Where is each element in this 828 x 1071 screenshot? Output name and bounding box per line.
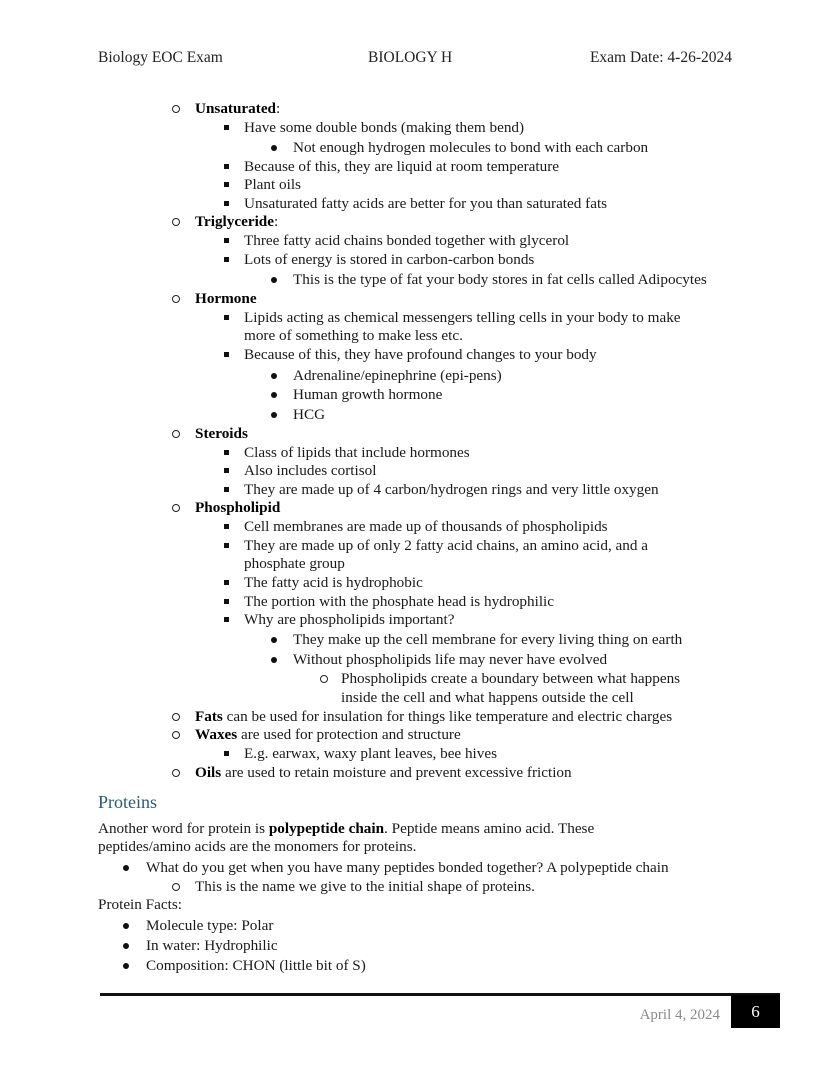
dot-bullet-icon bbox=[123, 858, 129, 877]
list-item-continuation: phosphate group bbox=[244, 555, 345, 572]
dot-bullet-icon bbox=[271, 270, 277, 289]
square-bullet-icon bbox=[224, 194, 229, 213]
term-triglyceride: Triglyceride: bbox=[195, 213, 279, 230]
square-bullet-icon bbox=[224, 536, 229, 555]
section-title-proteins: Proteins bbox=[98, 792, 158, 812]
square-bullet-icon bbox=[224, 573, 229, 592]
list-item: Three fatty acid chains bonded together with glycerol bbox=[244, 232, 570, 249]
list-item: They make up the cell membrane for every living thing on earth bbox=[293, 631, 683, 648]
dot-bullet-icon bbox=[271, 138, 277, 157]
term-hormone: Hormone bbox=[195, 290, 257, 307]
square-bullet-icon bbox=[224, 461, 229, 480]
square-bullet-icon bbox=[224, 610, 229, 629]
list-item: Molecule type: Polar bbox=[146, 917, 274, 934]
list-item: Adrenaline/epinephrine (epi-pens) bbox=[293, 367, 502, 384]
dot-bullet-icon bbox=[271, 630, 277, 649]
list-item: Class of lipids that include hormones bbox=[244, 444, 470, 461]
circle-bullet-icon bbox=[172, 99, 180, 118]
term-phospholipid: Phospholipid bbox=[195, 499, 281, 516]
square-bullet-icon bbox=[224, 480, 229, 499]
list-item: Also includes cortisol bbox=[244, 462, 377, 479]
dot-bullet-icon bbox=[271, 385, 277, 404]
list-item: In water: Hydrophilic bbox=[146, 937, 278, 954]
list-item: Plant oils bbox=[244, 176, 301, 193]
circle-bullet-icon bbox=[172, 725, 180, 744]
list-item: Lipids acting as chemical messengers telling cells in your body to make bbox=[244, 309, 681, 326]
square-bullet-icon bbox=[224, 443, 229, 462]
list-item: Because of this, they have profound changes to your body bbox=[244, 346, 597, 363]
fats-item: Fats can be used for insulation for things like temperature and electric charges bbox=[195, 708, 673, 725]
list-item: Have some double bonds (making them bend) bbox=[244, 119, 525, 136]
list-item: Unsaturated fatty acids are better for you than saturated fats bbox=[244, 195, 608, 212]
header-left: Biology EOC Exam bbox=[98, 49, 223, 66]
dot-bullet-icon bbox=[271, 405, 277, 424]
term-unsaturated: Unsaturated: bbox=[195, 100, 281, 117]
square-bullet-icon bbox=[224, 345, 229, 364]
list-item: Phospholipids create a boundary between what happens bbox=[341, 670, 681, 687]
circle-bullet-icon bbox=[172, 498, 180, 517]
list-item: Why are phospholipids important? bbox=[244, 611, 455, 628]
oils-item: Oils are used to retain moisture and prevent excessive friction bbox=[195, 764, 572, 781]
header-center: BIOLOGY H bbox=[368, 49, 453, 66]
header-right: Exam Date: 4-26-2024 bbox=[589, 49, 732, 66]
list-item: HCG bbox=[293, 406, 326, 423]
square-bullet-icon bbox=[224, 517, 229, 536]
list-item: Composition: CHON (little bit of S) bbox=[146, 957, 366, 974]
circle-bullet-icon bbox=[320, 669, 328, 688]
list-item: Because of this, they are liquid at room temperature bbox=[244, 158, 560, 175]
square-bullet-icon bbox=[224, 175, 229, 194]
list-item: They are made up of only 2 fatty acid chains, an amino acid, and a bbox=[244, 537, 649, 554]
term-steroids: Steroids bbox=[195, 425, 248, 442]
list-item: They are made up of 4 carbon/hydrogen rings and very little oxygen bbox=[244, 481, 659, 498]
square-bullet-icon bbox=[224, 231, 229, 250]
circle-bullet-icon bbox=[172, 424, 180, 443]
dot-bullet-icon bbox=[123, 936, 129, 955]
list-item: Cell membranes are made up of thousands of phospholipids bbox=[244, 518, 608, 535]
page-header bbox=[98, 49, 732, 71]
list-item: E.g. earwax, waxy plant leaves, bee hives bbox=[244, 745, 498, 762]
list-item-continuation: more of something to make less etc. bbox=[244, 327, 463, 344]
list-item: Not enough hydrogen molecules to bond with each carbon bbox=[293, 139, 649, 156]
proteins-intro-line-2: peptides/amino acids are the monomers for proteins. bbox=[98, 838, 417, 855]
list-item: The fatty acid is hydrophobic bbox=[244, 574, 423, 591]
circle-bullet-icon bbox=[172, 289, 180, 308]
waxes-item: Waxes are used for protection and structure bbox=[195, 726, 461, 743]
list-item: Human growth hormone bbox=[293, 386, 443, 403]
square-bullet-icon bbox=[224, 592, 229, 611]
square-bullet-icon bbox=[224, 157, 229, 176]
list-item-continuation: inside the cell and what happens outside the cell bbox=[341, 689, 634, 706]
dot-bullet-icon bbox=[271, 650, 277, 669]
list-item: The portion with the phosphate head is hydrophilic bbox=[244, 593, 555, 610]
circle-bullet-icon bbox=[172, 212, 180, 231]
dot-bullet-icon bbox=[123, 956, 129, 975]
footer-divider bbox=[100, 993, 780, 996]
square-bullet-icon bbox=[224, 250, 229, 269]
circle-bullet-icon bbox=[172, 707, 180, 726]
footer-date: April 4, 2024 bbox=[639, 1007, 720, 1023]
square-bullet-icon bbox=[224, 744, 229, 763]
protein-facts-label: Protein Facts: bbox=[98, 896, 182, 913]
proteins-intro-line-1: Another word for protein is polypeptide chain. Peptide means amino acid. These bbox=[98, 820, 595, 837]
dot-bullet-icon bbox=[123, 916, 129, 935]
list-item: This is the name we give to the initial shape of proteins. bbox=[195, 878, 535, 895]
square-bullet-icon bbox=[224, 118, 229, 137]
dot-bullet-icon bbox=[271, 366, 277, 385]
list-item: Without phospholipids life may never have evolved bbox=[293, 651, 608, 668]
square-bullet-icon bbox=[224, 308, 229, 327]
circle-bullet-icon bbox=[172, 763, 180, 782]
list-item: This is the type of fat your body stores in fat cells called Adipocytes bbox=[293, 271, 707, 288]
list-item: Lots of energy is stored in carbon-carbon bonds bbox=[244, 251, 535, 268]
circle-bullet-icon bbox=[172, 877, 180, 896]
list-item: What do you get when you have many peptides bonded together? A polypeptide chain bbox=[146, 859, 669, 876]
page-number: 6 bbox=[731, 995, 780, 1028]
